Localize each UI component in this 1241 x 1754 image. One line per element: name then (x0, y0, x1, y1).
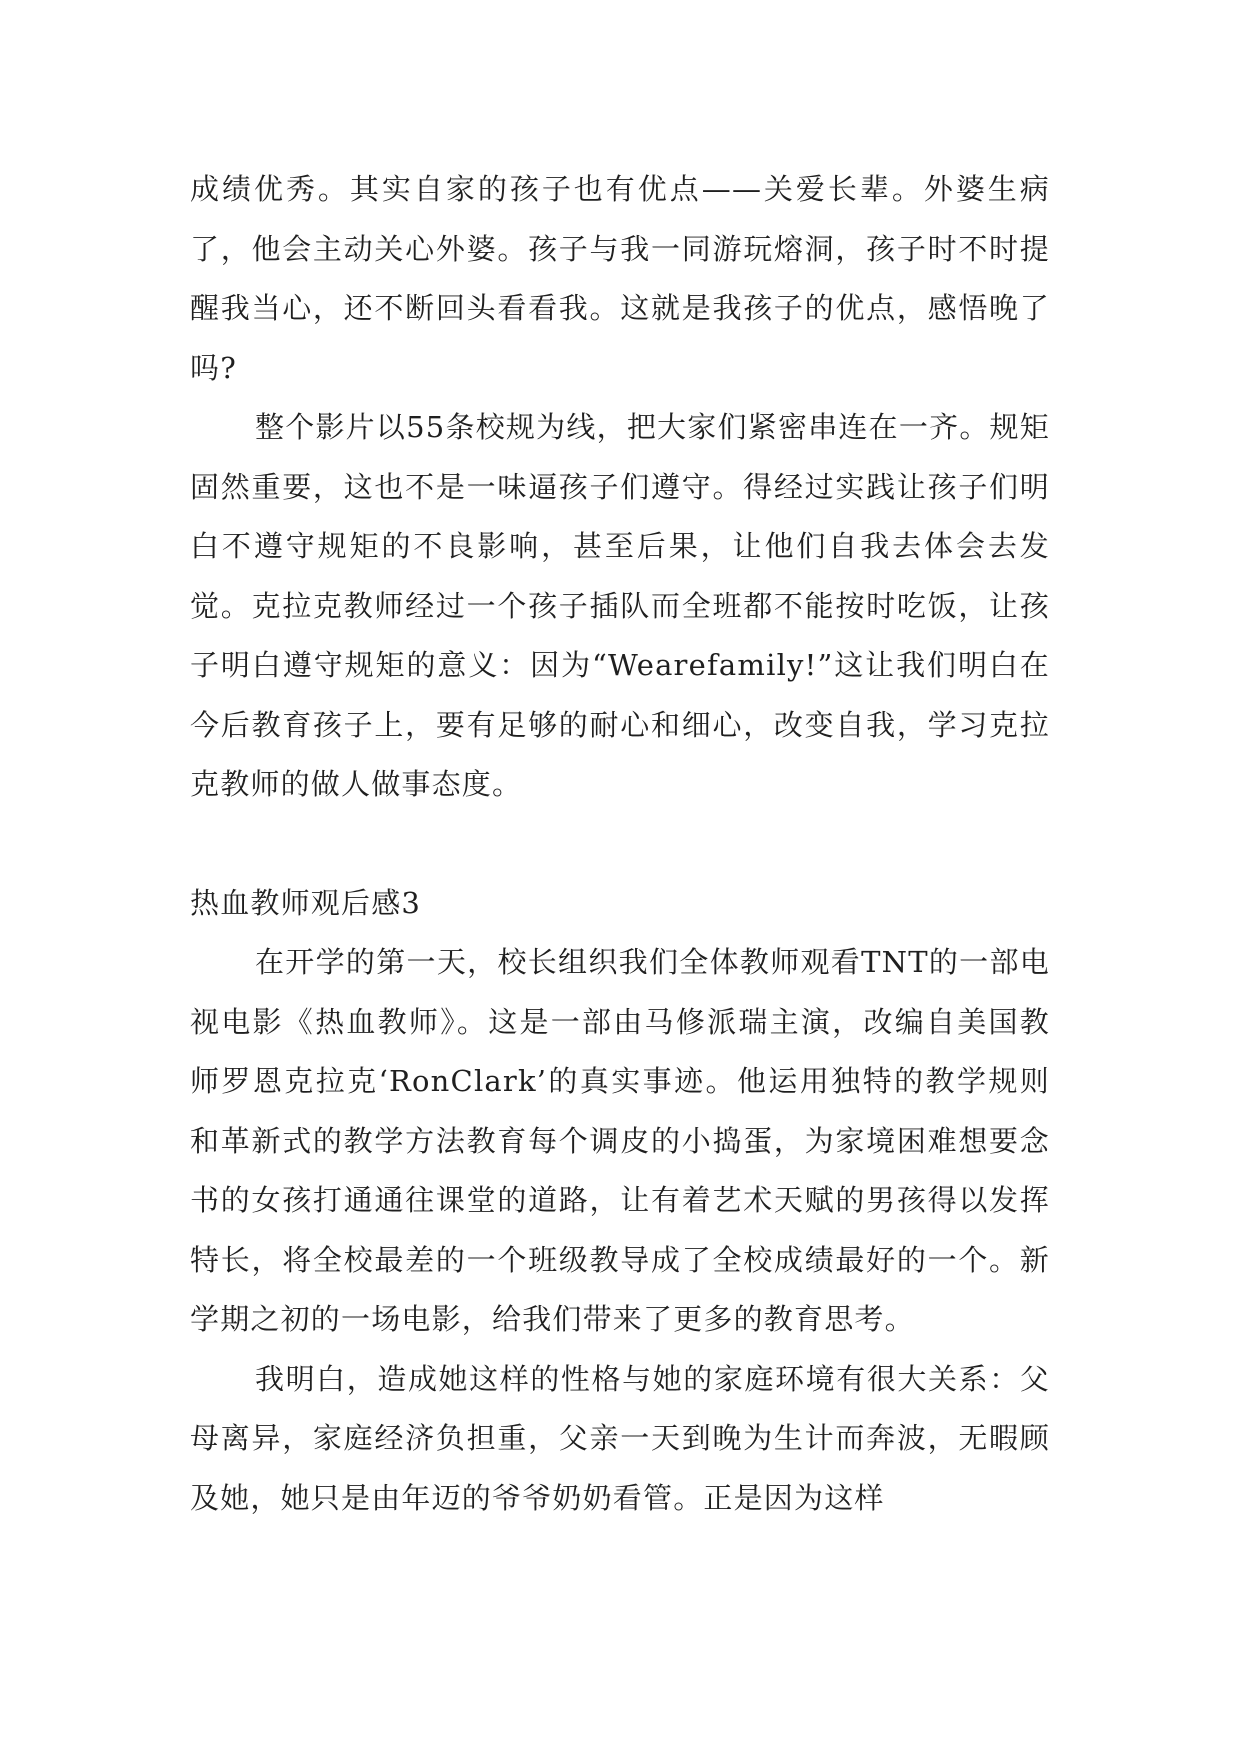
document-body (190, 160, 1050, 1528)
paragraph-continuation: 成绩优秀。其实自家的孩子也有优点——关爱长辈。外婆生病了，他会主动关心外婆。孩子与我一同游玩熔洞，孩子时不时提醒我当心，还不断回头看看我。这就是我孩子的优点，感悟晚了吗? (190, 172, 1050, 385)
section-heading: 热血教师观后感3 (190, 885, 422, 920)
paragraph-school-rules: 整个影片以55条校规为线，把大家们紧密串连在一齐。规矩固然重要，这也不是一味逼孩子们遵守。得经过实践让孩子们明白不遵守规矩的不良影响，甚至后果，让他们自我去体会去发觉。克拉克教师经过一个孩子插队而全班都不能按时吃饭，让孩子明白遵守规矩的意义：因为“Wearefamily!”这让我们明白在今后教育孩子上，要有足够的耐心和细心，改变自我，学习克拉克教师的做人做事态度。 (190, 410, 1050, 801)
paragraph-movie-intro: 在开学的第一天，校长组织我们全体教师观看TNT的一部电视电影《热血教师》。这是一部由马修派瑞主演，改编自美国教师罗恩克拉克‘RonClark’的真实事迹。他运用独特的教学规则和革新式的教学方法教育每个调皮的小捣蛋，为家境困难想要念书的女孩打通通往课堂的道路，让有着艺术天赋的男孩得以发挥特长，将全校最差的一个班级教导成了全校成绩最好的一个。新学期之初的一场电影，给我们带来了更多的教育思考。 (190, 945, 1050, 1336)
paragraph-gap (190, 815, 1050, 874)
paragraph-family-background: 我明白，造成她这样的性格与她的家庭环境有很大关系：父母离异，家庭经济负担重，父亲一天到晚为生计而奔波，无暇顾及她，她只是由年迈的爷爷奶奶看管。正是因为这样 (190, 1361, 1050, 1515)
